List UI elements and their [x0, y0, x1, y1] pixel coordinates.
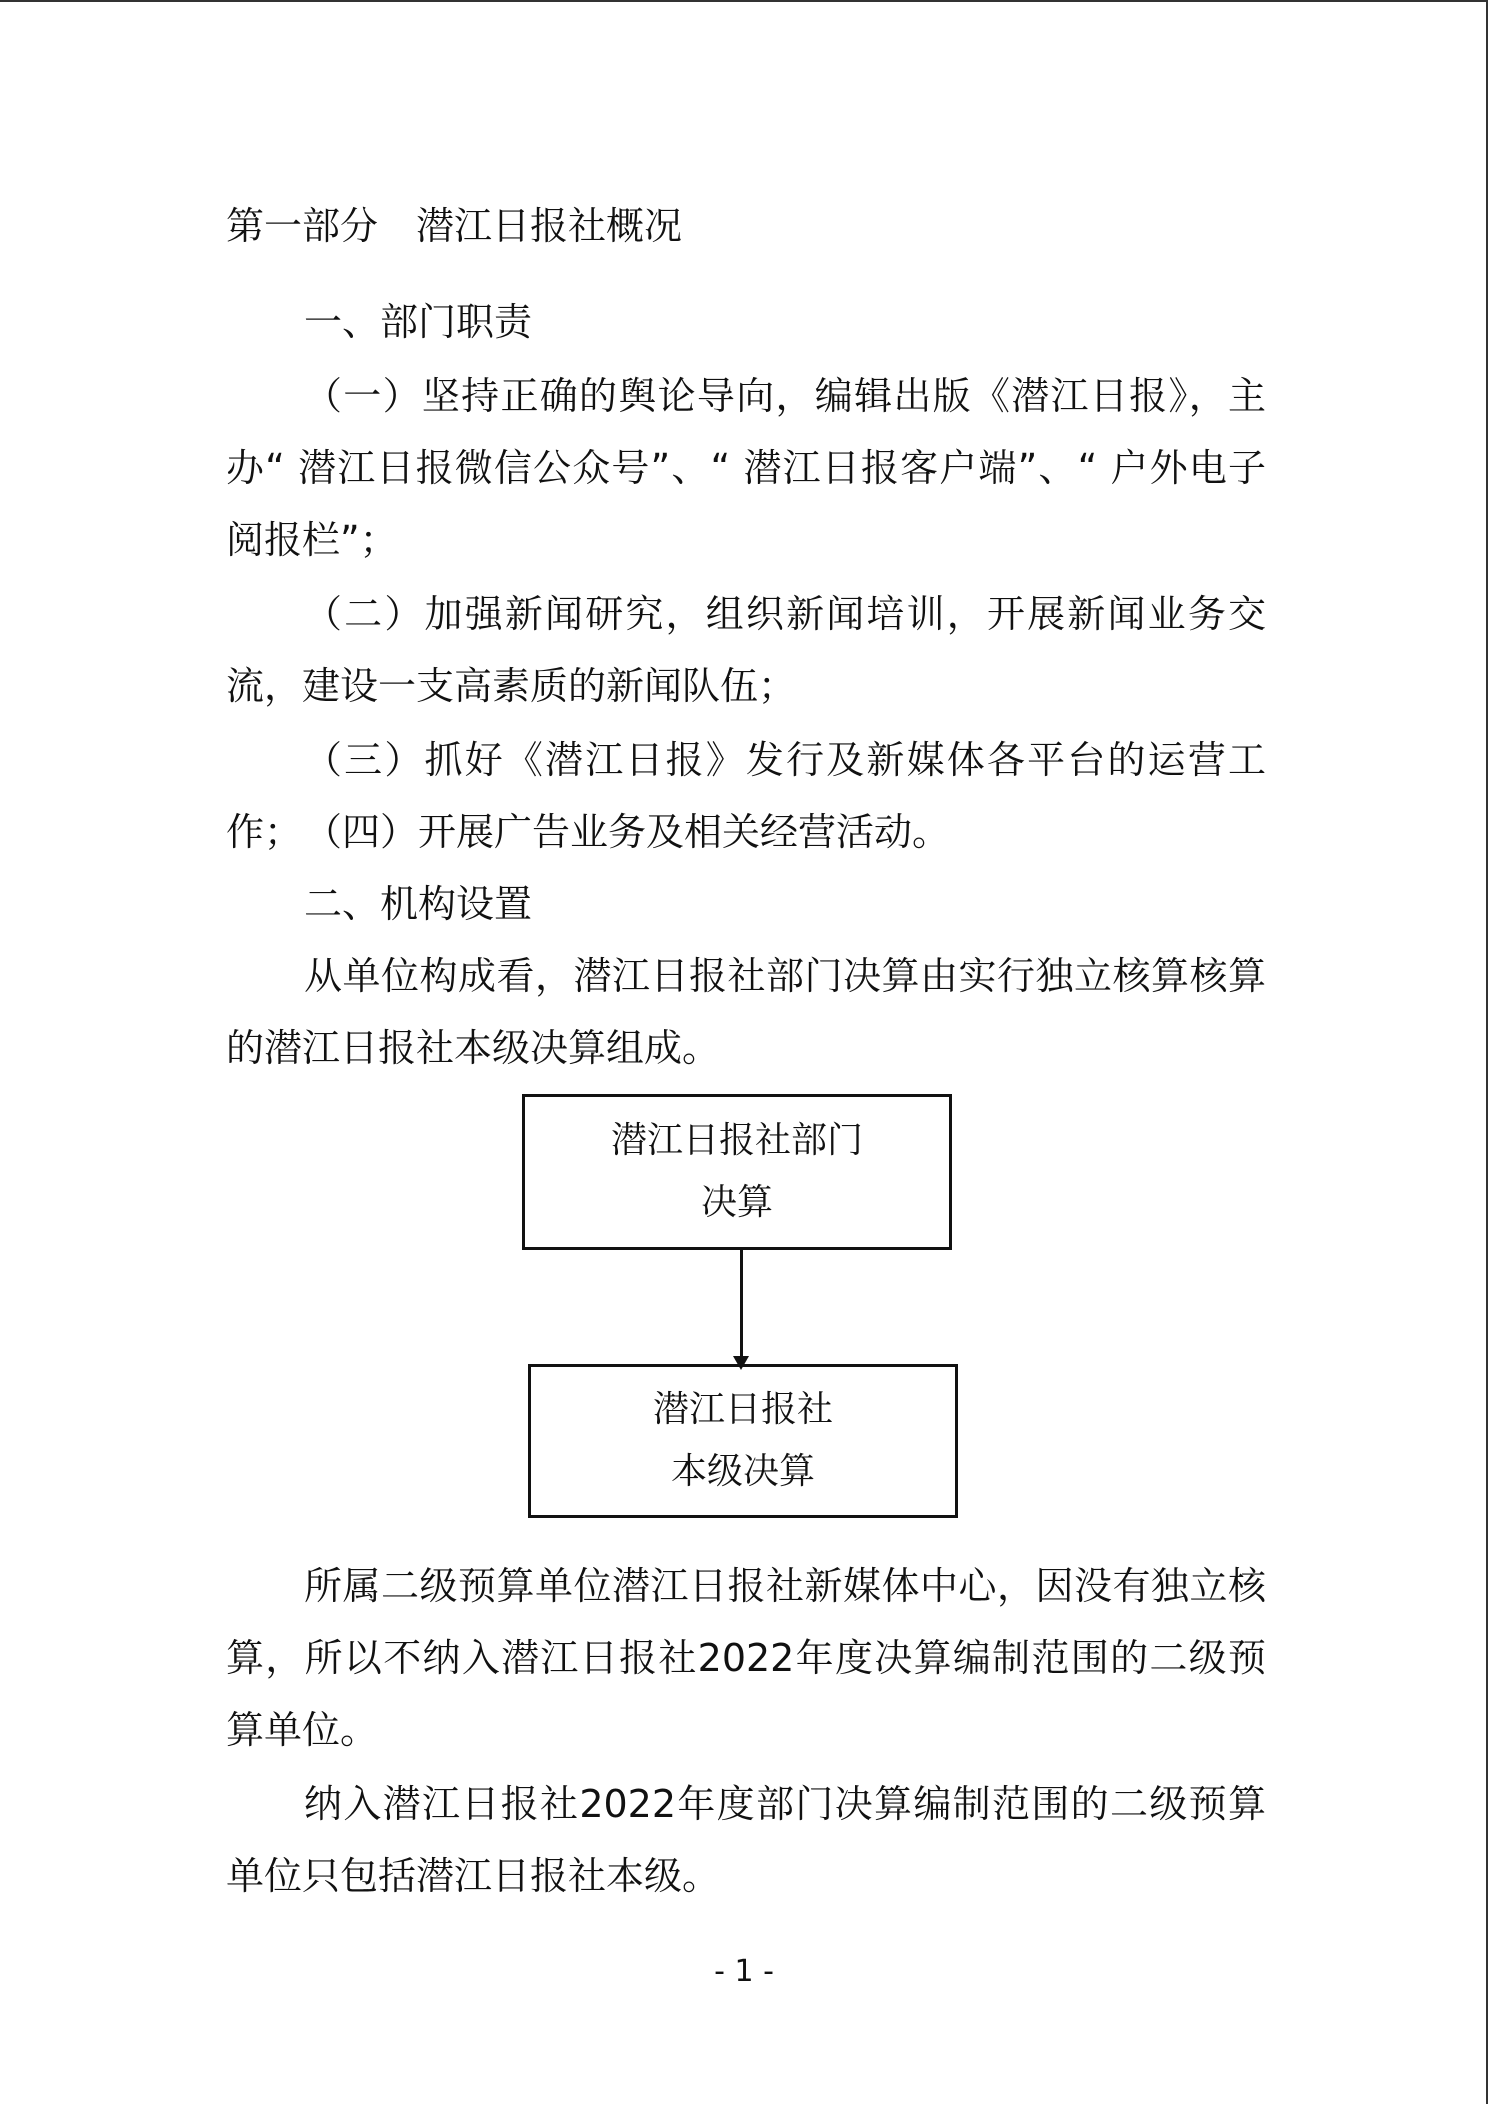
duty-item-3: （三）抓好《潜江日报》发行及新媒体各平台的运营工作； — [226, 738, 1266, 854]
page-border-top — [0, 0, 1488, 2]
duty-item-1: （一）坚持正确的舆论导向，编辑出版《潜江日报》，主办“ 潜江日报微信公众号”、“ 潜江日报客户端”、“ 户外电子阅报栏”； — [226, 374, 1266, 562]
new-media-center-paragraph: 所属二级预算单位潜江日报社新媒体中心，因没有独立核算，所以不纳入潜江日报社2022年度决算编制范围的二级预算单位。 — [226, 1564, 1266, 1752]
heading-department-duties: 一、部门职责 — [304, 300, 533, 344]
heading-organization: 二、机构设置 — [304, 882, 533, 926]
page-number: - 1 - — [714, 1954, 774, 1989]
diagram-box-own-level-accounts — [528, 1364, 958, 1518]
diagram-arrow-line — [740, 1250, 743, 1362]
structure-intro-paragraph: 从单位构成看，潜江日报社部门决算由实行独立核算核算的潜江日报社本级决算组成。 — [226, 954, 1266, 1070]
diagram-box-bottom-line-2: 本级决算 — [670, 1451, 815, 1492]
budget-scope-paragraph: 纳入潜江日报社2022年度部门决算编制范围的二级预算单位只包括潜江日报社本级。 — [226, 1782, 1266, 1898]
diagram-box-top-line-2: 决算 — [700, 1182, 773, 1223]
duty-item-4: （四）开展广告业务及相关经营活动。 — [304, 810, 951, 854]
diagram-box-bottom-line-1: 潜江日报社 — [652, 1389, 833, 1430]
diagram-box-department-accounts — [522, 1094, 952, 1250]
duty-item-2: （二）加强新闻研究，组织新闻培训，开展新闻业务交流，建设一支高素质的新闻队伍； — [226, 592, 1266, 708]
diagram-box-top-line-1: 潜江日报社部门 — [610, 1120, 863, 1161]
section-title: 第一部分 潜江日报社概况 — [226, 204, 683, 248]
